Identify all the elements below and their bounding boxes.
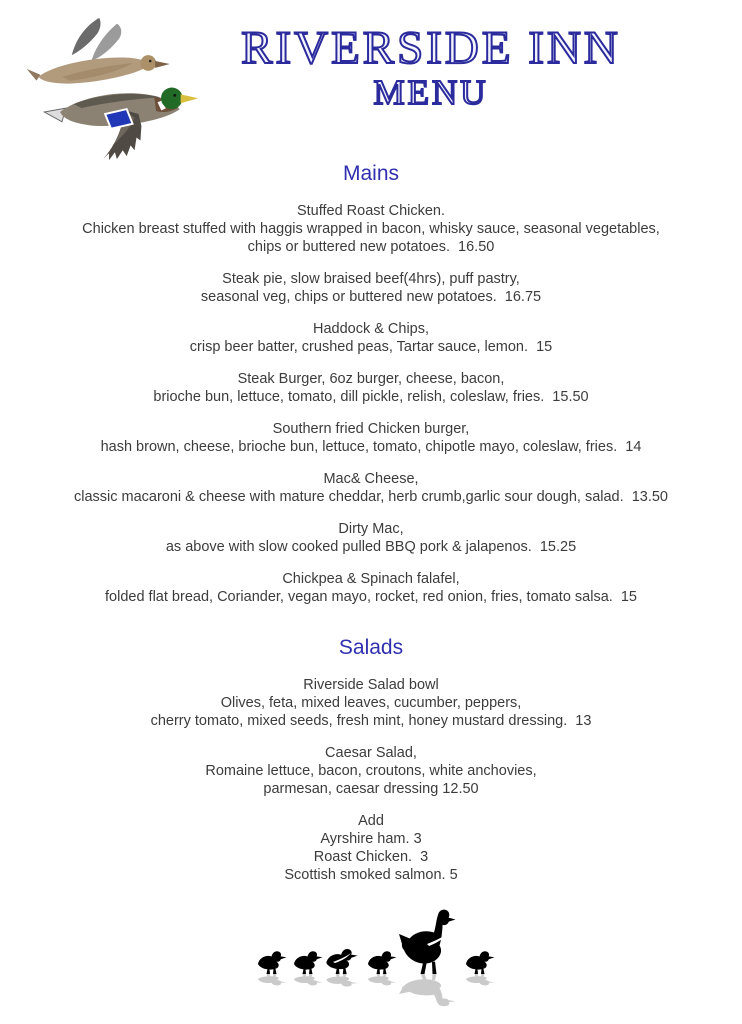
menu-line: Chicken breast stuffed with haggis wrapped in bacon, whisky sauce, seasonal vegetables,	[82, 221, 660, 238]
menu-item	[0, 370, 742, 406]
male-mallard-icon	[44, 88, 198, 161]
menu-item	[0, 320, 742, 356]
menu-line: Haddock & Chips,	[312, 321, 430, 338]
menu-line: Southern fried Chicken burger,	[272, 421, 470, 438]
menu-item	[0, 570, 742, 606]
menu-line: Ayrshire ham. 3	[320, 831, 422, 848]
duck-silhouettes	[258, 910, 495, 974]
female-mallard-icon	[27, 18, 170, 84]
menu-line: Mac& Cheese,	[323, 471, 419, 488]
menu-line: chips or buttered new potatoes. 16.50	[247, 239, 495, 256]
page-title: RIVERSIDE INN	[241, 22, 621, 74]
menu-line: crisp beer batter, crushed peas, Tartar sauce, lemon. 15	[189, 339, 553, 356]
menu-line: folded flat bread, Coriander, vegan mayo, rocket, red onion, fries, tomato salsa. 15	[105, 589, 637, 606]
duck-reflection	[258, 974, 495, 1006]
menu-line: Add	[358, 813, 384, 830]
section-heading: Mains	[342, 162, 400, 186]
menu-item	[0, 812, 742, 884]
flying-mallards-icon	[22, 12, 200, 164]
menu-item	[0, 520, 742, 556]
menu-line: Steak Burger, 6oz burger, cheese, bacon,	[237, 371, 505, 388]
menu-item	[0, 420, 742, 456]
menu-line: Riverside Salad bowl	[303, 677, 439, 694]
menu-item	[0, 270, 742, 306]
menu-line: Caesar Salad,	[325, 745, 417, 762]
menu-line: Stuffed Roast Chicken.	[296, 203, 446, 220]
menu-line: Chickpea & Spinach falafel,	[282, 571, 460, 588]
menu-line: Dirty Mac,	[338, 521, 404, 538]
menu-line: seasonal veg, chips or buttered new potatoes. 16.75	[200, 289, 542, 306]
menu-line: Romaine lettuce, bacon, croutons, white anchovies,	[205, 763, 537, 780]
menu-item	[0, 676, 742, 730]
menu-item	[0, 744, 742, 798]
menu-line: Roast Chicken. 3	[313, 849, 429, 866]
menu-line: cherry tomato, mixed seeds, fresh mint, honey mustard dressing. 13	[150, 713, 592, 730]
menu-line: Scottish smoked salmon. 5	[284, 867, 458, 884]
menu-line: hash brown, cheese, brioche bun, lettuce, tomato, chipotle mayo, coleslaw, fries. 14	[100, 439, 642, 456]
menu-line: as above with slow cooked pulled BBQ pork & jalapenos. 15.25	[165, 539, 577, 556]
menu-item	[0, 470, 742, 506]
menu-line: brioche bun, lettuce, tomato, dill pickle, relish, coleslaw, fries. 15.50	[153, 389, 589, 406]
menu-sections	[0, 162, 742, 884]
menu-line: Steak pie, slow braised beef(4hrs), puff pastry,	[222, 271, 520, 288]
section-heading: Salads	[338, 636, 404, 660]
duck-family-silhouette-icon	[240, 906, 502, 1012]
menu-line: classic macaroni & cheese with mature cheddar, herb crumb,garlic sour dough, salad. 13.50	[73, 489, 668, 506]
menu-line: Olives, feta, mixed leaves, cucumber, peppers,	[220, 695, 522, 712]
page-subtitle: MENU	[373, 73, 489, 113]
menu-item	[0, 202, 742, 256]
menu-line: parmesan, caesar dressing 12.50	[263, 781, 479, 798]
